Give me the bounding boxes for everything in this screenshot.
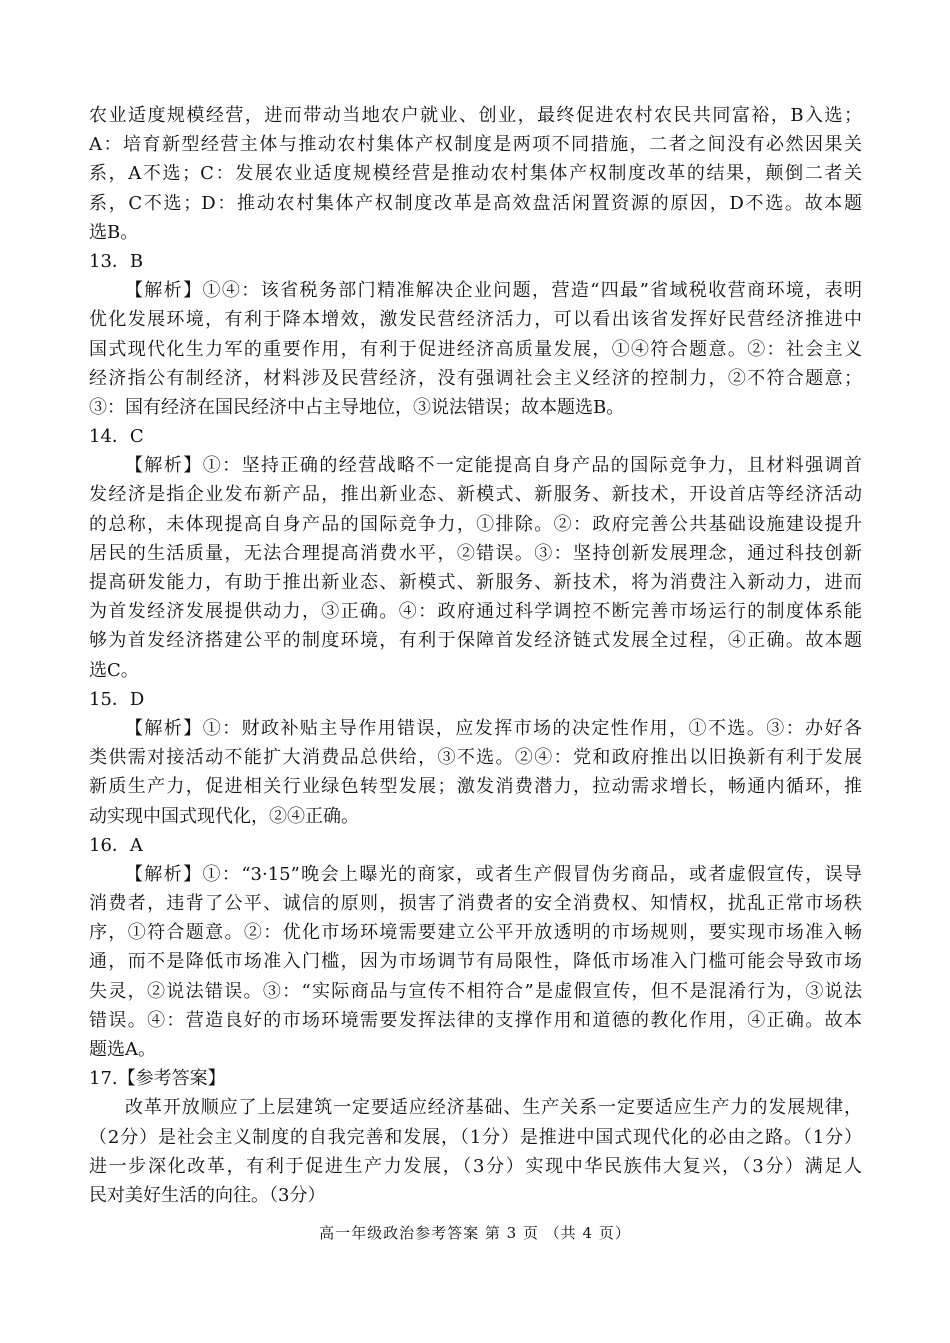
text-line: 错误。④：营造良好的市场环境需要发挥法律的支撑作用和道德的教化作用，④正确。故本 xyxy=(89,1009,862,1031)
text-line: 题选A。 xyxy=(89,1039,156,1060)
question-number: 14．C xyxy=(89,426,144,448)
text-line: 提高研发能力，有助于推出新业态、新模式、新服务、新技术，将为消费注入新动力，进而 xyxy=(89,572,862,593)
text-line: 改革开放顺应了上层建筑一定要适应经济基础、生产关系一定要适应生产力的发展规律， xyxy=(125,1097,862,1119)
question-number: 13．B xyxy=(89,250,144,272)
text-line: 的总称，未体现提高自身产品的国际竞争力，①排除。②：政府完善公共基础设施建设提升 xyxy=(89,513,862,535)
text-line: 发经济是指企业发布新产品，推出新业态、新模式、新服务、新技术，开设首店等经济活动 xyxy=(89,484,862,506)
text-line: 优化发展环境，有利于降本增效，激发民营经济活力，可以看出该省发挥好民营经济推进中 xyxy=(89,309,862,331)
text-line: 民对美好生活的向往。（3分） xyxy=(89,1184,326,1206)
question-number: 15．D xyxy=(89,688,145,710)
page-footer: 高一年级政治参考答案 第 3 页 （共 4 页） xyxy=(319,1224,631,1242)
text-line: 居民的生活质量，无法合理提高消费水平，②错误。③：坚持创新发展理念，通过科技创新 xyxy=(89,542,862,564)
text-line: 【解析】①：坚持正确的经营战略不一定能提高自身产品的国际竞争力，且材料强调首 xyxy=(125,455,862,477)
text-line: 为首发经济发展提供动力，③正确。④：政府通过科学调控不断完善市场运行的制度体系能 xyxy=(89,601,862,623)
text-line: 国式现代化生力军的重要作用，有利于促进经济高质量发展，①④符合题意。②：社会主义 xyxy=(89,338,862,360)
text-line: 消费者，违背了公平、诚信的原则，损害了消费者的安全消费权、知情权，扰乱正常市场秩 xyxy=(89,893,862,915)
text-line: 失灵，②说法错误。③：“实际商品与宣传不相符合”是虚假宣传，但不是混淆行为，③说法 xyxy=(89,980,862,1002)
text-line: 进一步深化改革，有利于促进生产力发展，（3分）实现中华民族伟大复兴，（3分）满足人 xyxy=(89,1155,862,1177)
text-line: 通，而不是降低市场准入门槛，因为市场调节有局限性，降低市场准入门槛可能会导致市场 xyxy=(89,951,862,973)
text-line: 动实现中国式现代化，②④正确。 xyxy=(89,805,359,827)
text-line: 【解析】①：财政补贴主导作用错误，应发挥市场的决定性作用，①不选。③：办好各 xyxy=(125,717,862,739)
text-line: A：培育新型经营主体与推动农村集体产权制度是两项不同措施，二者之间没有必然因果关 xyxy=(89,134,862,156)
text-line: 选B。 xyxy=(89,221,139,243)
text-line: （2分）是社会主义制度的自我完善和发展，（1分）是推进中国式现代化的必由之路。（1分） xyxy=(89,1126,862,1148)
answer-text-body xyxy=(89,101,862,1210)
text-line: 类供需对接活动不能扩大消费品总供给，③不选。②④：党和政府推出以旧换新有利于发展 xyxy=(89,747,862,769)
text-line: 新质生产力，促进相关行业绿色转型发展；激发消费潜力，拉动需求增长，畅通内循环，推 xyxy=(89,776,862,798)
text-line: 系，C不选；D：推动农村集体产权制度改革是高效盘活闲置资源的原因，D不选。故本题 xyxy=(89,192,862,214)
text-line: ③：国有经济在国民经济中占主导地位，③说法错误；故本题选B。 xyxy=(89,396,625,418)
text-line: 够为首发经济搭建公平的制度环境，有利于保障首发经济链式发展全过程，④正确。故本题 xyxy=(89,630,862,652)
text-line: 选C。 xyxy=(89,659,139,681)
text-line: 农业适度规模经营，进而带动当地农户就业、创业，最终促进农村农民共同富裕，B入选； xyxy=(89,105,862,126)
text-line: 系，A不选；C：发展农业适度规模经营是推动农村集体产权制度改革的结果，颠倒二者关 xyxy=(89,163,862,185)
text-line: 经济指公有制经济，材料涉及民营经济，没有强调社会主义经济的控制力，②不符合题意； xyxy=(89,367,862,389)
text-line: 序，①符合题意。②：优化市场环境需要建立公平开放透明的市场规则，要实现市场准入畅 xyxy=(89,922,862,944)
text-line: 【解析】①：“3·15”晚会上曝光的商家，或者生产假冒伪劣商品，或者虚假宣传，误导 xyxy=(125,863,862,885)
text-line: 【解析】①④：该省税务部门精准解决企业问题，营造“四最”省域税收营商环境，表明 xyxy=(125,280,862,302)
question-number: 17.【参考答案】 xyxy=(89,1068,226,1090)
question-number: 16．A xyxy=(89,834,143,856)
